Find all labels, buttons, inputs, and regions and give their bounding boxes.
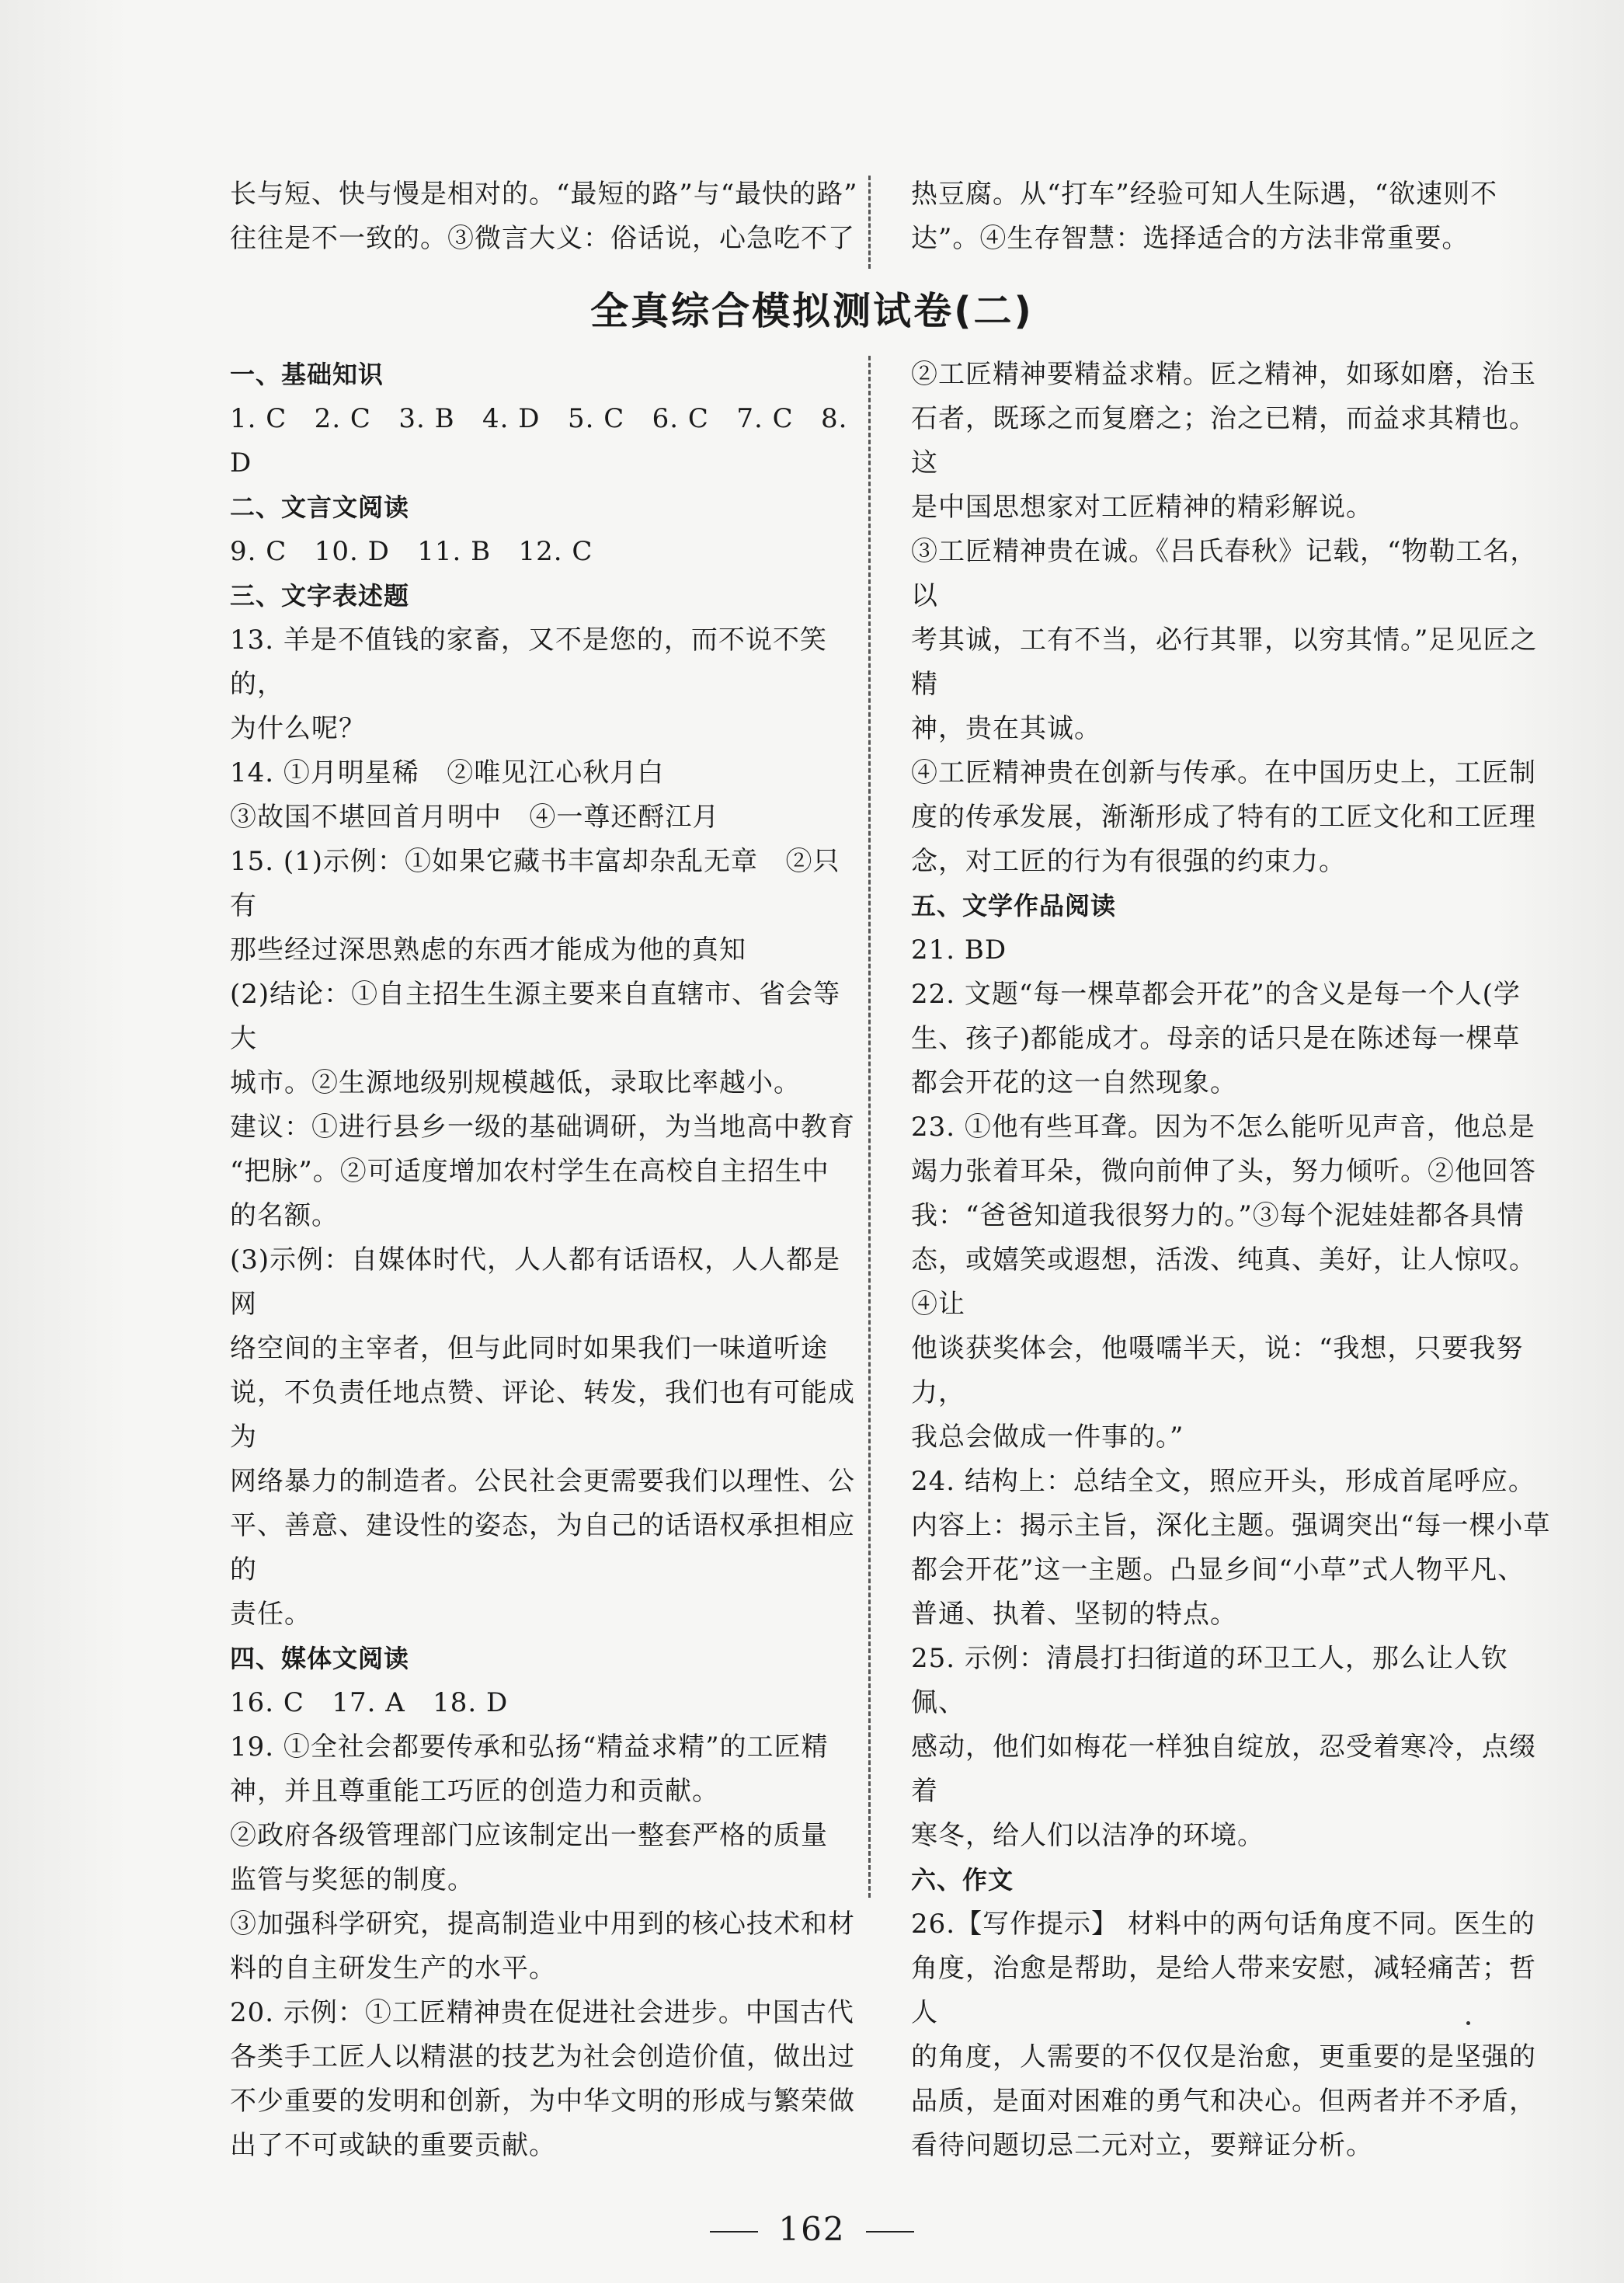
text-line: ③工匠精神贵在诚。《吕氏春秋》记载，“物勒工名，以 xyxy=(911,536,1538,611)
text-line: “把脉”。②可适度增加农村学生在高校自主招生中 xyxy=(230,1156,829,1187)
text-line: 20. 示例：①工匠精神贵在促进社会进步。中国古代 xyxy=(230,1997,854,2028)
text-line: 生、孩子)都能成才。母亲的话只是在陈述每一棵草 xyxy=(911,1023,1521,1054)
dash-right xyxy=(866,2231,914,2233)
text-line: 我：“爸爸知道我很努力的。”③每个泥娃娃都各具情 xyxy=(911,1200,1525,1231)
text-line: (2)结论：①自主招生生源主要来自直辖市、省会等大 xyxy=(230,979,841,1054)
text-line: 达”。④生存智慧：选择适合的方法非常重要。 xyxy=(911,223,1469,254)
section-heading: 五、文学作品阅读 xyxy=(911,891,1117,921)
text-line: 石者，既琢之而复磨之；治之已精，而益求其精也。这 xyxy=(911,403,1536,479)
text-line: 寒冬，给人们以洁净的环境。 xyxy=(911,1820,1264,1851)
text-line: 平、善意、建设性的姿态，为自己的话语权承担相应的 xyxy=(230,1510,855,1585)
text-line: 城市。②生源地级别规模越低，录取比率越小。 xyxy=(230,1067,801,1098)
text-line: 都会开花”这一主题。凸显乡间“小草”式人物平凡、 xyxy=(911,1554,1525,1585)
text-line: 26.【写作提示】 材料中的两句话角度不同。医生的 xyxy=(911,1909,1535,1940)
text-line: 络空间的主宰者，但与此同时如果我们一味道听途 xyxy=(230,1333,828,1364)
text-line: 不少重要的发明和创新，为中华文明的形成与繁荣做 xyxy=(230,2086,855,2117)
text-line: 竭力张着耳朵，微向前伸了头，努力倾听。②他回答 xyxy=(911,1156,1536,1187)
section-heading: 三、文字表述题 xyxy=(230,581,410,611)
text-line: 普通、执着、坚韧的特点。 xyxy=(911,1599,1237,1630)
text-line: (3)示例：自媒体时代，人人都有话语权，人人都是网 xyxy=(230,1244,841,1320)
text-line: 9. C 10. D 11. B 12. C xyxy=(230,536,593,567)
right-column xyxy=(911,353,1556,2168)
section-heading: 四、媒体文阅读 xyxy=(230,1644,410,1673)
text-line: 热豆腐。从“打车”经验可知人生际遇，“欲速则不 xyxy=(911,179,1498,210)
text-line: 念，对工匠的行为有很强的约束力。 xyxy=(911,846,1346,877)
top-right-text xyxy=(911,172,1556,261)
dash-left xyxy=(710,2231,758,2233)
text-line: 21. BD xyxy=(911,934,1007,966)
text-line: 都会开花的这一自然现象。 xyxy=(911,1067,1237,1098)
page-title: 全真综合模拟测试卷(二) xyxy=(590,289,1034,333)
text-line: 14. ①月明星稀 ②唯见江心秋月白 xyxy=(230,757,665,788)
text-line: ④工匠精神贵在创新与传承。在中国历史上，工匠制 xyxy=(911,757,1536,788)
text-line: 19. ①全社会都要传承和弘扬“精益求精”的工匠精 xyxy=(230,1731,829,1763)
text-line: 度的传承发展，渐渐形成了特有的工匠文化和工匠理 xyxy=(911,802,1536,833)
top-left-text xyxy=(230,172,867,261)
text-line: 25. 示例：清晨打扫街道的环卫工人，那么让人钦佩、 xyxy=(911,1643,1508,1718)
section-heading: 二、文言文阅读 xyxy=(230,492,410,522)
page-number xyxy=(0,2210,1624,2248)
text-line: 的角度，人需要的不仅仅是治愈，更重要的是坚强的 xyxy=(911,2041,1536,2072)
text-line: 16. C 17. A 18. D xyxy=(230,1687,509,1718)
text-line: 他谈获奖体会，他嗫嚅半天，说：“我想，只要我努力， xyxy=(911,1333,1524,1408)
column-divider xyxy=(868,176,871,269)
text-line: 考其诚，工有不当，必行其罪，以穷其情。”足见匠之精 xyxy=(911,625,1538,700)
text-line: 说，不负责任地点赞、评论、转发，我们也有可能成为 xyxy=(230,1377,855,1453)
text-line: 建议：①进行县乡一级的基础调研，为当地高中教育 xyxy=(230,1112,855,1143)
speck xyxy=(1466,2021,1470,2025)
text-line: 22. 文题“每一棵草都会开花”的含义是每一个人(学 xyxy=(911,979,1521,1010)
text-line: 各类手工匠人以精湛的技艺为社会创造价值，做出过 xyxy=(230,2041,855,2072)
text-line: 1. C 2. C 3. B 4. D 5. C 6. C 7. C 8. D xyxy=(230,403,857,479)
text-line: 长与短、快与慢是相对的。“最短的路”与“最快的路” xyxy=(230,179,858,210)
text-line: 我总会做成一件事的。” xyxy=(911,1422,1184,1453)
text-line: 神，并且尊重能工巧匠的创造力和贡献。 xyxy=(230,1776,719,1807)
text-line: 网络暴力的制造者。公民社会更需要我们以理性、公 xyxy=(230,1466,855,1497)
text-line: ③加强科学研究，提高制造业中用到的核心技术和材 xyxy=(230,1909,855,1940)
text-line: 15. (1)示例：①如果它藏书丰富却杂乱无章 ②只有 xyxy=(230,846,840,921)
text-line: 神，贵在其诚。 xyxy=(911,713,1101,744)
text-line: 监管与奖惩的制度。 xyxy=(230,1864,475,1895)
text-line: 那些经过深思熟虑的东西才能成为他的真知 xyxy=(230,934,746,966)
text-line: 料的自主研发生产的水平。 xyxy=(230,1953,556,1984)
left-column xyxy=(230,353,867,2168)
text-line: 的名额。 xyxy=(230,1200,339,1231)
text-line: 角度，治愈是帮助，是给人带来安慰，减轻痛苦；哲人 xyxy=(911,1953,1536,2028)
page-number-text: 162 xyxy=(778,2210,846,2248)
text-line: 态，或嬉笑或遐想，活泼、纯真、美好，让人惊叹。④让 xyxy=(911,1244,1536,1320)
text-line: ③故国不堪回首月明中 ④一尊还酹江月 xyxy=(230,802,720,833)
text-line: 24. 结构上：总结全文，照应开头，形成首尾呼应。 xyxy=(911,1466,1535,1497)
text-line: 是中国思想家对工匠精神的精彩解说。 xyxy=(911,492,1373,523)
text-line: 看待问题切忌二元对立，要辩证分析。 xyxy=(911,2130,1373,2161)
text-line: 责任。 xyxy=(230,1599,311,1630)
text-line: 往往是不一致的。③微言大义：俗话说，心急吃不了 xyxy=(230,223,855,254)
text-line: ②政府各级管理部门应该制定出一整套严格的质量 xyxy=(230,1820,828,1851)
column-divider xyxy=(868,356,871,1898)
text-line: 为什么呢？ xyxy=(230,713,366,744)
text-line: 出了不可或缺的重要贡献。 xyxy=(230,2130,556,2161)
section-heading: 一、基础知识 xyxy=(230,360,384,389)
text-line: 23. ①他有些耳聋。因为不怎么能听见声音，他总是 xyxy=(911,1112,1535,1143)
section-heading: 六、作文 xyxy=(911,1865,1014,1895)
text-line: ②工匠精神要精益求精。匠之精神，如琢如磨，治玉 xyxy=(911,359,1536,390)
text-line: 感动，他们如梅花一样独自绽放，忍受着寒冷，点缀着 xyxy=(911,1731,1536,1807)
text-line: 品质，是面对困难的勇气和决心。但两者并不矛盾， xyxy=(911,2086,1536,2117)
text-line: 内容上：揭示主旨，深化主题。强调突出“每一棵小草 xyxy=(911,1510,1551,1541)
text-line: 13. 羊是不值钱的家畜，又不是您的，而不说不笑的， xyxy=(230,625,827,700)
